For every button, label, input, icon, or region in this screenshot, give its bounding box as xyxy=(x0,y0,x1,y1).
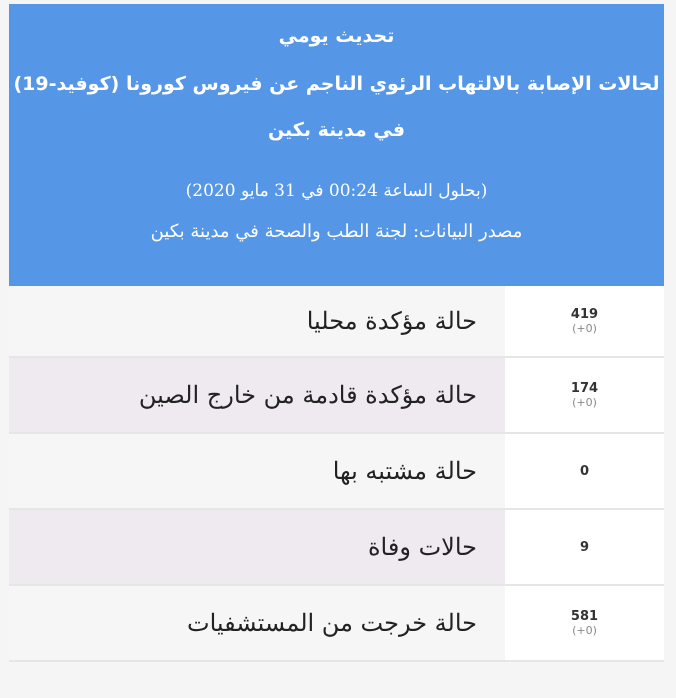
stats-row-discharged xyxy=(9,586,664,662)
stats-count: 419 xyxy=(570,307,599,322)
data-source: مصدر البيانات: لجنة الطب والصحة في مدينة بكين xyxy=(150,221,523,242)
stats-label: حالة مشتبه بها xyxy=(332,457,477,485)
header-title: تحديث يومي xyxy=(278,25,395,47)
stats-delta: (+0) xyxy=(572,624,597,637)
stats-count: 581 xyxy=(570,609,599,624)
stats-label: حالة مؤكدة محليا xyxy=(306,307,477,335)
as-of-timestamp: (بحلول الساعة 00:24 في 31 مايو 2020) xyxy=(185,181,488,201)
stats-count: 9 xyxy=(579,539,590,555)
update-header xyxy=(9,4,664,286)
stats-row-imported-confirmed xyxy=(9,358,664,434)
stats-table xyxy=(9,286,664,662)
stats-count: 174 xyxy=(570,381,599,396)
stats-label-cell xyxy=(9,434,505,508)
stats-value-cell xyxy=(505,286,664,356)
stats-delta: (+0) xyxy=(572,322,597,335)
stats-label: حالة مؤكدة قادمة من خارج الصين xyxy=(138,381,477,409)
header-city: في مدينة بكين xyxy=(267,119,406,141)
stats-label-cell xyxy=(9,286,505,356)
stats-label: حالات وفاة xyxy=(367,533,477,561)
stats-value-cell xyxy=(505,586,664,660)
stats-label: حالة خرجت من المستشفيات xyxy=(186,609,477,637)
stats-row-deaths xyxy=(9,510,664,586)
stats-value-cell xyxy=(505,358,664,432)
covid-update-card xyxy=(9,4,664,662)
stats-row-suspected xyxy=(9,434,664,510)
stats-label-cell xyxy=(9,358,505,432)
stats-value-cell xyxy=(505,510,664,584)
stats-delta: (+0) xyxy=(572,396,597,409)
stats-count: 0 xyxy=(579,463,590,479)
stats-label-cell xyxy=(9,586,505,660)
stats-label-cell xyxy=(9,510,505,584)
stats-row-local-confirmed xyxy=(9,286,664,358)
stats-value-cell xyxy=(505,434,664,508)
header-subtitle: لحالات الإصابة بالالتهاب الرئوي الناجم عن فيروس كورونا (كوفيد-19) xyxy=(13,73,660,95)
